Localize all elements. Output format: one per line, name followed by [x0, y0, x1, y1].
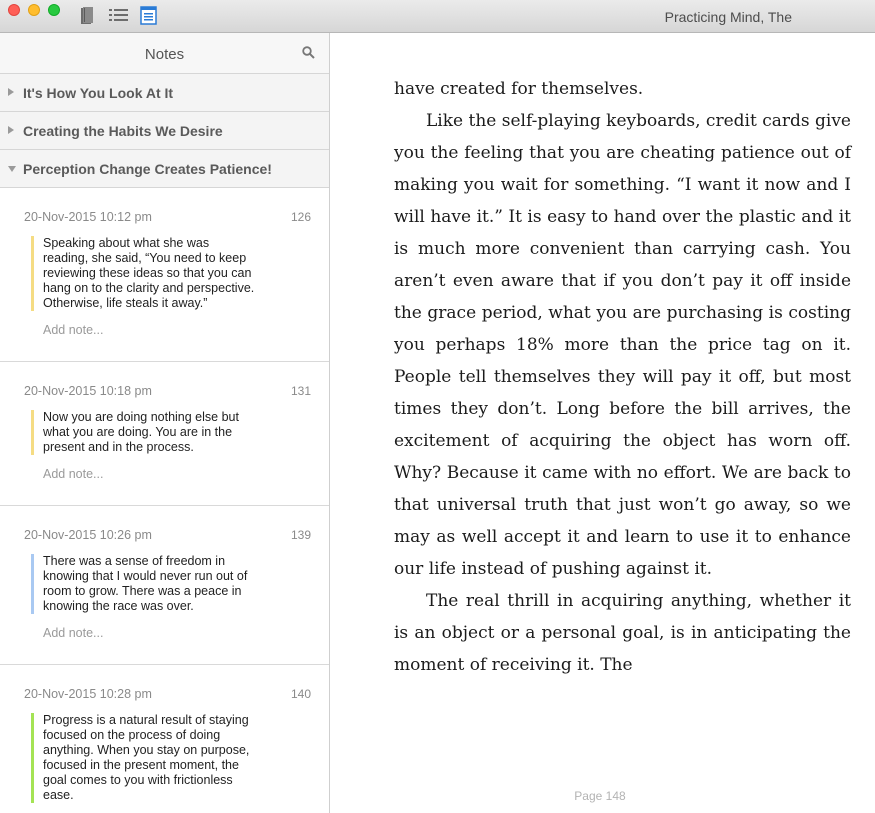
paragraph: Like the self-playing keyboards, credit cards give you the feeling that you are cheating patience out of making you wait for something. “I want it now and I will have it.” It is easy to hand over the plastic and it is much more convenient than carrying cash. You aren’t even aware that if you don’t pay it off inside the grace period, what you are purchasing is costing you perhaps 18% more than the price tag on it. People tell themselves they will pay it off, but most times they don’t. Long before the bill arrives, the excitement of acquiring the object has worn off. Why? Because it came with no effort. We are back to that universal truth that just won’t go away, so we may as well accept it and learn to use it to enhance our life instead of pushing against it.	[394, 111, 851, 579]
book-page[interactable]	[330, 33, 875, 813]
note-page-number: 139	[290, 528, 311, 542]
paragraph: have created for themselves.	[394, 79, 644, 99]
disclosure-triangle-icon	[8, 88, 14, 96]
search-icon[interactable]	[302, 46, 315, 64]
library-icon[interactable]	[80, 6, 96, 30]
section-label: It's How You Look At It	[23, 85, 174, 101]
add-note-field[interactable]: Add note...	[43, 323, 104, 337]
highlight-bar	[31, 554, 34, 614]
page-number: Page 148	[574, 789, 626, 803]
close-window-button[interactable]	[8, 4, 20, 16]
highlight-text: Speaking about what she was reading, she said, “You need to keep reviewing these ideas so that you can hang on to the clarity and perspective. Otherwise, life steals it away.”	[43, 236, 255, 310]
notes-icon[interactable]	[140, 6, 158, 30]
window-title: Practicing Mind, The	[664, 9, 792, 25]
highlight-bar	[31, 410, 34, 455]
notes-sidebar	[0, 33, 330, 813]
book-text	[394, 73, 851, 681]
sidebar-title: Notes	[144, 46, 185, 63]
highlight-bar	[31, 713, 34, 803]
table-of-contents-icon[interactable]	[108, 6, 130, 29]
section-label: Perception Change Creates Patience!	[23, 161, 272, 177]
note-page-number: 126	[290, 210, 311, 224]
note-item[interactable]	[0, 506, 329, 665]
section-perception-change[interactable]	[0, 150, 329, 188]
minimize-window-button[interactable]	[28, 4, 40, 16]
highlight-bar	[31, 236, 34, 311]
sidebar-header	[0, 33, 329, 74]
section-label: Creating the Habits We Desire	[23, 123, 223, 139]
note-page-number: 140	[290, 687, 311, 701]
highlight-text: There was a sense of freedom in knowing that I would never run out of room to grow. There was a peace in knowing the race was over.	[43, 554, 248, 613]
note-date: 20-Nov-2015 10:12 pm	[24, 210, 152, 224]
note-item[interactable]	[0, 665, 329, 813]
zoom-window-button[interactable]	[48, 4, 60, 16]
add-note-field[interactable]: Add note...	[43, 467, 104, 481]
highlight-text: Progress is a natural result of staying focused on the process of doing anything. When you stay on purpose, focused in the present moment, the goal comes to you with frictionless ease.	[43, 713, 250, 802]
note-item[interactable]	[0, 362, 329, 506]
disclosure-triangle-icon	[8, 126, 14, 134]
note-date: 20-Nov-2015 10:18 pm	[24, 384, 152, 398]
note-date: 20-Nov-2015 10:28 pm	[24, 687, 152, 701]
add-note-field[interactable]: Add note...	[43, 626, 104, 640]
note-page-number: 131	[290, 384, 311, 398]
note-item[interactable]	[0, 188, 329, 362]
section-its-how-you-look-at-it[interactable]	[0, 74, 329, 112]
section-creating-the-habits[interactable]	[0, 112, 329, 150]
note-date: 20-Nov-2015 10:26 pm	[24, 528, 152, 542]
title-bar	[0, 0, 875, 33]
paragraph: The real thrill in acquiring anything, whether it is an object or a personal goal, is in anticipating the moment of receiving it. The	[394, 591, 851, 675]
disclosure-triangle-icon	[8, 166, 16, 172]
highlight-text: Now you are doing nothing else but what you are doing. You are in the present and in the process.	[43, 410, 239, 454]
